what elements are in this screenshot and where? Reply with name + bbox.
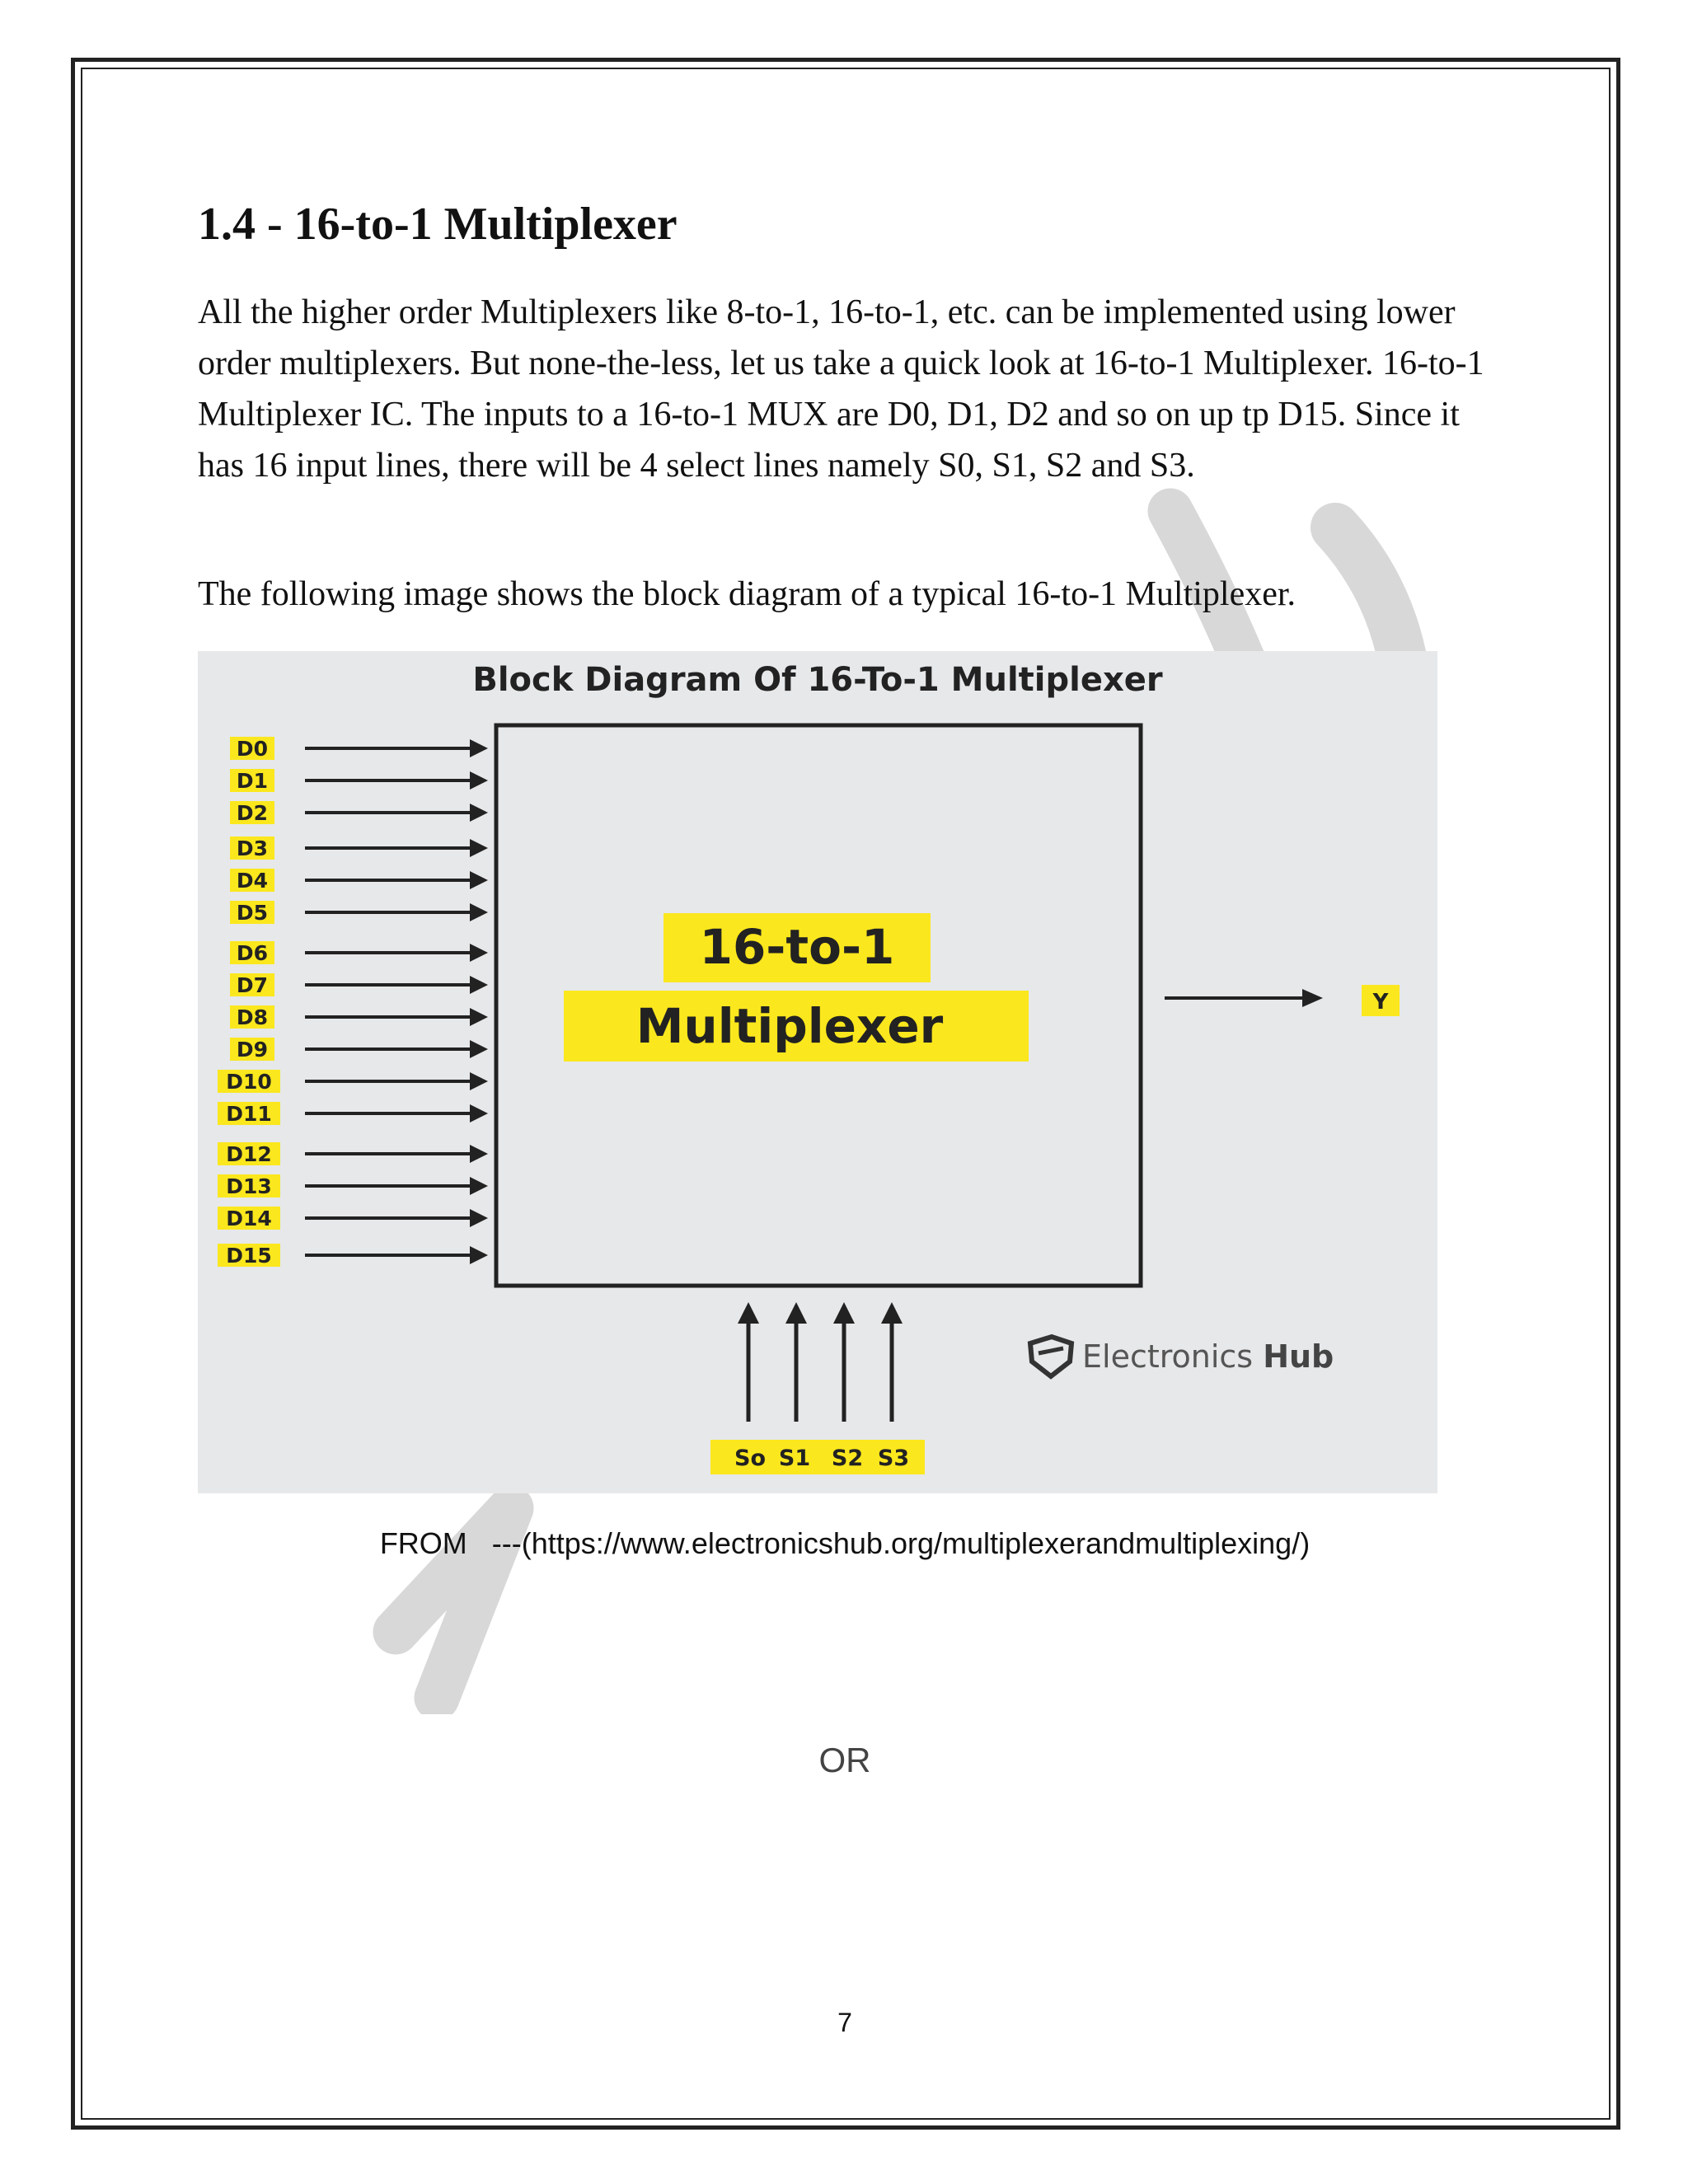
select-label-s1: S1	[778, 1446, 811, 1471]
brand-name-normal: Electronics	[1082, 1338, 1254, 1375]
input-label-d15: D15	[226, 1244, 272, 1268]
input-label-d6: D6	[236, 941, 269, 965]
input-label-d10: D10	[226, 1070, 272, 1094]
input-label-d11: D11	[226, 1102, 272, 1126]
section-heading: 1.4 - 16-to-1 Multiplexer	[198, 199, 678, 250]
page-number: 7	[837, 2008, 852, 2037]
input-label-d4: D4	[236, 869, 269, 893]
select-label-s2: S2	[831, 1446, 864, 1471]
input-label-d2: D2	[236, 801, 269, 825]
input-label-d9: D9	[236, 1038, 269, 1062]
input-label-d0: D0	[236, 737, 269, 761]
intro-paragraph: All the higher order Multiplexers like 8-to-1, 16-to-1, etc. can be implemented using lower order multiplexers. But none-the-less, let us take a quick look at 16-to-1 Multiplexer. 16-to-1 Multiplexer IC. The inputs to a 16-to-1 MUX are D0, D1, D2 and so on up tp D15. Since it has 16 input lines, there will be 4 select lines namely S0, S1, S2 and S3.	[198, 293, 1484, 485]
output-label-y: Y	[1372, 990, 1389, 1015]
input-label-d7: D7	[236, 973, 269, 997]
block-diagram-figure	[198, 651, 1437, 1493]
or-separator: OR	[818, 1741, 871, 1779]
input-label-d14: D14	[226, 1207, 272, 1230]
block-label-line2: Multiplexer	[635, 998, 944, 1054]
input-label-d5: D5	[236, 901, 269, 925]
input-label-d1: D1	[236, 769, 269, 793]
input-label-d8: D8	[236, 1005, 269, 1029]
figure-intro-paragraph: The following image shows the block diagram of a typical 16-to-1 Multiplexer.	[198, 575, 1296, 613]
input-label-d12: D12	[226, 1142, 272, 1166]
figure-title: Block Diagram Of 16-To-1 Multiplexer	[472, 661, 1163, 699]
select-label-s0: So	[734, 1446, 766, 1471]
select-label-s3: S3	[877, 1446, 910, 1471]
input-label-d13: D13	[226, 1174, 272, 1198]
svg-text:Electronics Hub	[1082, 1338, 1334, 1375]
block-label-line1: 16-to-1	[699, 919, 895, 975]
brand-name-bold: Hub	[1263, 1338, 1334, 1375]
input-label-d3: D3	[236, 837, 269, 860]
figure-source-caption: FROM ---(https://www.electronicshub.org/multiplexerandmultiplexing/)	[379, 1526, 1311, 1560]
